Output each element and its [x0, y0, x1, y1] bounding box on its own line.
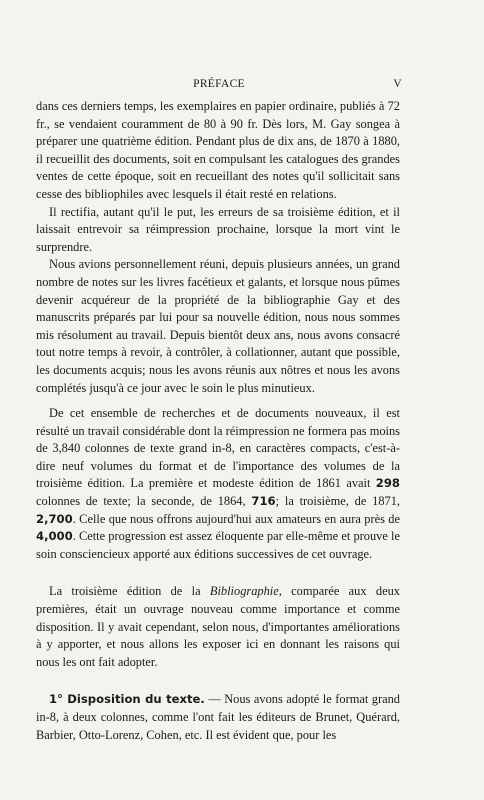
body-text [36, 98, 400, 744]
paragraph-2-text: Il rectifia, autant qu'il le put, les erreurs de sa troisième édition, et il laissait entrevoir sa réimpression prochaine, lorsque la mort vint le surprendre. [36, 204, 400, 254]
column-count-1864: 716 [251, 494, 276, 509]
page-number: V [393, 78, 402, 90]
paragraph-5 [36, 583, 400, 671]
section-heading: 1° Disposition du texte. [49, 692, 205, 707]
paragraph-5-text-b: , comparée aux deux premières, était un ouvrage nouveau comme importance et comme disposition. Il y avait cependant, selon nous, d'importantes améliorations à y apporter, et nous allons les exposer ici en donnant les raisons qui nous les ont fait adopter. [36, 584, 400, 669]
paragraph-1 [36, 98, 400, 204]
paragraph-4 [36, 405, 400, 563]
column-count-1871: 2,700 [36, 511, 73, 526]
column-count-1861: 298 [375, 476, 400, 491]
bibliographie-title: Bibliographie [209, 584, 279, 599]
paragraph-4-text-a: De cet ensemble de recherches et de documents nouveaux, il est résulté un travail considérable dont la réimpression ne formera pas moins de 3,840 colonnes de texte grand in-8, en caractères compacts, c'est-à-dire neuf volumes du format et de l'importance des volumes de la troisième édition. La première et modeste édition de 1861 avait [36, 406, 400, 491]
column-count-new: 4,000 [36, 529, 73, 544]
paragraph-4-text-c: ; la troisième, de 1871, [275, 494, 401, 509]
paragraph-4-text-b: colonnes de texte; la seconde, de 1864, [36, 494, 252, 509]
paragraph-1-text: dans ces derniers temps, les exemplaires en papier ordinaire, publiés à 72 fr., se vendaient couramment de 80 à 90 fr. Dès lors, M. Gay songea à préparer une quatrième édition. Pendant plus de dix ans, de 1870 à 1880, il recueillit des documents, soit en compulsant les catalogues des grandes ventes de cette époque, soit en recueillant des notes qu'il sollicitait sans cesse des bibliophiles avec lesquels il était resté en relations. [36, 99, 400, 201]
paragraph-6-text: — Nous avons adopté le format grand in-8, à deux colonnes, comme l'ont fait les éditeurs de Brunet, Quérard, Barbier, Otto-Lorenz, Cohen, etc. Il est évident que, pour les [36, 692, 400, 742]
running-head-title: PRÉFACE [193, 78, 245, 90]
paragraph-4-text-e: . Cette progression est assez éloquente par elle-même et prouve le soin consciencieux apporté aux éditions successives de cet ouvrage. [36, 529, 400, 561]
paragraph-6 [36, 691, 400, 744]
paragraph-3 [36, 256, 400, 397]
paragraph-2 [36, 204, 400, 257]
paragraph-4-text-d: . Celle que nous offrons aujourd'hui aux amateurs en aura près de [72, 511, 400, 526]
paragraph-3-text: Nous avions personnellement réuni, depuis plusieurs années, un grand nombre de notes sur les livres facétieux et galants, et lorsque nous pûmes devenir acquéreur de la propriété de la bibliographie Gay et des manuscrits préparés par lui pour sa nouvelle édition, nous nous sommes mis résolument au travail. Depuis bientôt deux ans, nous avons consacré tout notre temps à revoir, à contrôler, à collationner, autant que possible, les documents acquis; nous les avons réunis aux nôtres et nous les avons complétés jusqu'à ce jour avec le soin le plus minutieux. [36, 257, 400, 395]
paragraph-5-text-a: La troisième édition de la [49, 584, 210, 599]
